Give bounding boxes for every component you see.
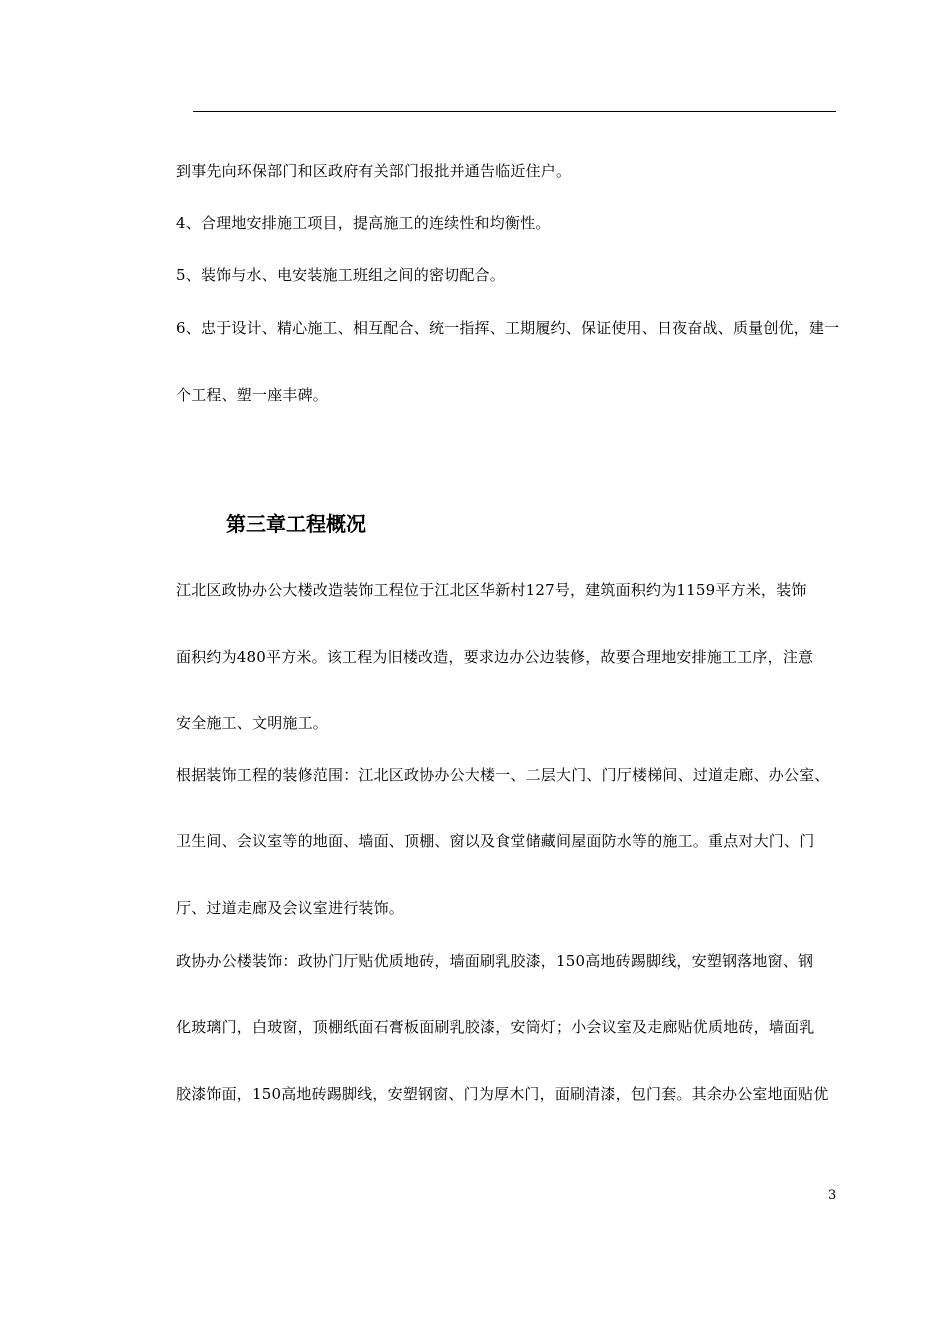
header-rule	[193, 111, 836, 112]
paragraph-line: 面积约为480平方米。该工程为旧楼改造，要求边办公边装修，故要合理地安排施工工序，注意	[176, 648, 814, 666]
paragraph-line: 安全施工、文明施工。	[176, 714, 329, 732]
list-item-6: 6、忠于设计、精心施工、相互配合、统一指挥、工期履约、保证使用、日夜奋战、质量创优，建一	[176, 319, 840, 337]
paragraph-line: 厅、过道走廊及会议室进行装饰。	[176, 899, 405, 917]
chapter-heading: 第三章工程概况	[226, 512, 366, 536]
paragraph-line: 胶漆饰面，150高地砖踢脚线，安塑钢窗、门为厚木门，面刷清漆，包门套。其余办公室地面贴优	[176, 1085, 829, 1103]
paragraph-line: 卫生间、会议室等的地面、墙面、顶棚、窗以及食堂储藏间屋面防水等的施工。重点对大门、门	[176, 832, 815, 850]
paragraph-line: 政协办公楼装饰：政协门厅贴优质地砖，墙面刷乳胶漆，150高地砖踢脚线，安塑钢落地窗、钢	[176, 952, 814, 970]
list-item-4: 4、合理地安排施工项目，提高施工的连续性和均衡性。	[176, 214, 551, 232]
list-item-5: 5、装饰与水、电安装施工班组之间的密切配合。	[176, 266, 505, 284]
paragraph-line: 根据装饰工程的装修范围：江北区政协办公大楼一、二层大门、门厅楼梯间、过道走廊、办公室、	[176, 766, 830, 784]
list-item-6-continued: 个工程、塑一座丰碑。	[176, 386, 329, 404]
page-number: 3	[828, 1188, 837, 1203]
paragraph-line: 江北区政协办公大楼改造装饰工程位于江北区华新村127号，建筑面积约为1159平方米，装饰	[176, 581, 807, 599]
text-line: 到事先向环保部门和区政府有关部门报批并通告临近住户。	[176, 162, 572, 180]
paragraph-line: 化玻璃门，白玻窗，顶棚纸面石膏板面刷乳胶漆，安筒灯；小会议室及走廊贴优质地砖，墙面乳	[176, 1018, 815, 1036]
